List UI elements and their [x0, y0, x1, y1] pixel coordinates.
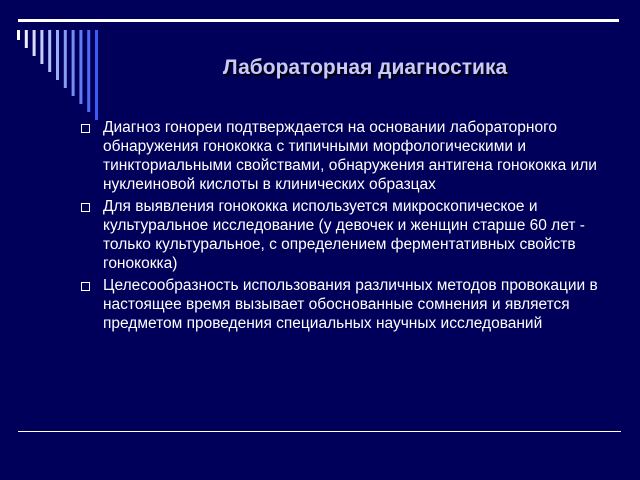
- hollow-square-icon: [81, 282, 90, 291]
- bullet-text: Для выявления гонококка используется микроскопическое и культуральное исследование (у девочек и женщин старше 60 лет - только культуральное, с определением ферментативных свойств гонококка): [103, 198, 585, 272]
- decorative-stripe: [64, 30, 67, 88]
- bullet-item: [80, 276, 610, 333]
- decorative-stripe: [79, 30, 82, 104]
- decorative-stripe: [87, 30, 90, 112]
- hollow-square-icon: [81, 124, 90, 133]
- decorative-stripe: [95, 30, 98, 120]
- bullet-list: [80, 118, 610, 336]
- decorative-stripe: [33, 30, 36, 56]
- bullet-text: Целесообразность использования различных методов провокации в настоящее время вызывает обоснованные сомнения и является предметом проведения специальных научных исследований: [103, 277, 598, 332]
- decorative-stripe: [48, 30, 51, 72]
- decorative-stripe: [25, 30, 28, 48]
- slide-title: Лабораторная диагностика: [222, 56, 508, 79]
- decorative-stripe: [17, 30, 20, 40]
- bullet-item: [80, 197, 610, 273]
- decorative-stripe: [56, 30, 59, 80]
- decorative-stripe: [40, 30, 43, 64]
- bullet-item: [80, 118, 610, 194]
- decorative-stripe: [72, 30, 75, 96]
- bottom-divider-line: [18, 431, 621, 432]
- bullet-text: Диагноз гонореи подтверждается на основании лабораторного обнаружения гонококка с типичными морфологическими и тинкториальными свойствами, обнаружения антигена гонококка или нуклеиновой кислоты в клинических образцах: [103, 119, 597, 193]
- hollow-square-icon: [81, 203, 90, 212]
